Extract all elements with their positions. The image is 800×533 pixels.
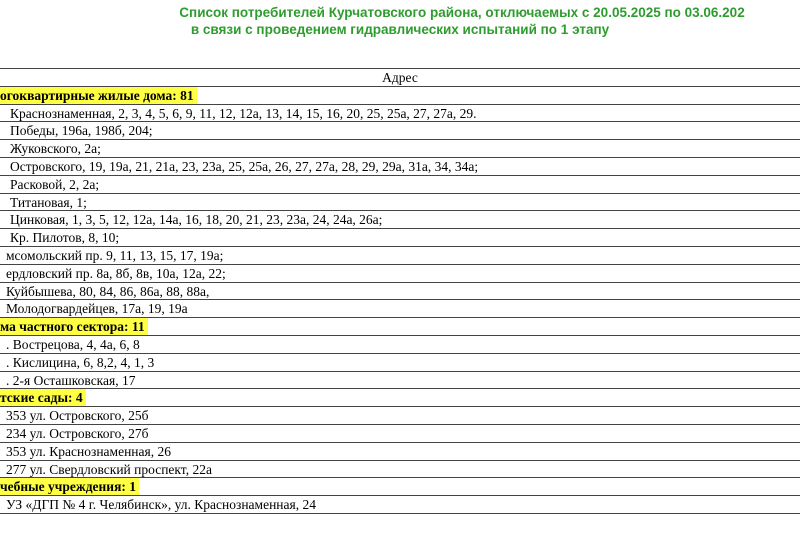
address-text: . 2-я Осташковская, 17 xyxy=(6,372,136,388)
document-title xyxy=(0,4,800,38)
address-text: 277 ул. Свердловский проспект, 22а xyxy=(6,461,212,477)
address-text: Титановая, 1; xyxy=(10,194,87,210)
section-row xyxy=(0,478,800,496)
table-row xyxy=(0,407,800,425)
table-row xyxy=(0,283,800,301)
address-text: УЗ «ДГП № 4 г. Челябинск», ул. Краснознаменная, 24 xyxy=(6,497,316,513)
title-line-1: Список потребителей Курчатовского района, отключаемых с 20.05.2025 по 03.06.202 xyxy=(179,5,745,20)
address-text: Островского, 19, 19а, 21, 21а, 23, 23а, 25, 25а, 26, 27, 27а, 28, 29, 29а, 31а, 34, 34а; xyxy=(10,158,479,174)
table-header xyxy=(0,69,800,87)
address-text: мсомольский пр. 9, 11, 13, 15, 17, 19а; xyxy=(6,247,224,263)
table-row xyxy=(0,194,800,212)
table-row xyxy=(0,229,800,247)
table-row xyxy=(0,140,800,158)
table-row xyxy=(0,496,800,514)
table-row xyxy=(0,247,800,265)
address-text: 234 ул. Островского, 27б xyxy=(6,425,149,441)
section-row xyxy=(0,389,800,407)
table-row xyxy=(0,372,800,390)
section-heading: тские сады: 4 xyxy=(0,389,86,407)
table-row xyxy=(0,176,800,194)
address-text: Цинковая, 1, 3, 5, 12, 12а, 14а, 16, 18, 20, 21, 23, 23а, 24, 24а, 26а; xyxy=(10,212,383,228)
table-row xyxy=(0,336,800,354)
table-row xyxy=(0,265,800,283)
table-row xyxy=(0,354,800,372)
address-text: . Вострецова, 4, 4а, 6, 8 xyxy=(6,336,140,352)
table-row xyxy=(0,105,800,123)
address-text: 353 ул. Краснознаменная, 26 xyxy=(6,443,171,459)
table-row xyxy=(0,300,800,318)
section-row xyxy=(0,87,800,105)
section-heading: огоквартирные жилые дома: 81 xyxy=(0,87,197,105)
address-text: Победы, 196а, 198б, 204; xyxy=(10,123,153,139)
table-row xyxy=(0,461,800,479)
address-text: Кр. Пилотов, 8, 10; xyxy=(10,230,120,246)
section-row xyxy=(0,318,800,336)
table-row xyxy=(0,122,800,140)
table-row xyxy=(0,211,800,229)
table-row xyxy=(0,443,800,461)
column-header-address: Адрес xyxy=(382,70,418,85)
address-text: 353 ул. Островского, 25б xyxy=(6,408,149,424)
address-text: Молодогвардейцев, 17а, 19, 19а xyxy=(6,301,188,317)
section-heading: чебные учреждения: 1 xyxy=(0,478,139,496)
address-text: Расковой, 2, 2а; xyxy=(10,176,100,192)
section-heading: ма частного сектора: 11 xyxy=(0,318,148,336)
table-row xyxy=(0,158,800,176)
table-row xyxy=(0,425,800,443)
address-text: Краснознаменная, 2, 3, 4, 5, 6, 9, 11, 12, 12а, 13, 14, 15, 16, 20, 25, 25а, 27, 27а, 29. xyxy=(10,105,477,121)
title-line-2: в связи с проведением гидравлических испытаний по 1 этапу xyxy=(190,22,610,37)
address-table xyxy=(0,68,800,514)
address-text: Жуковского, 2а; xyxy=(10,141,101,157)
address-text: . Кислицина, 6, 8,2, 4, 1, 3 xyxy=(6,354,155,370)
address-text: ердловский пр. 8а, 8б, 8в, 10а, 12а, 22; xyxy=(6,265,226,281)
address-text: Куйбышева, 80, 84, 86, 86а, 88, 88а, xyxy=(6,283,210,299)
